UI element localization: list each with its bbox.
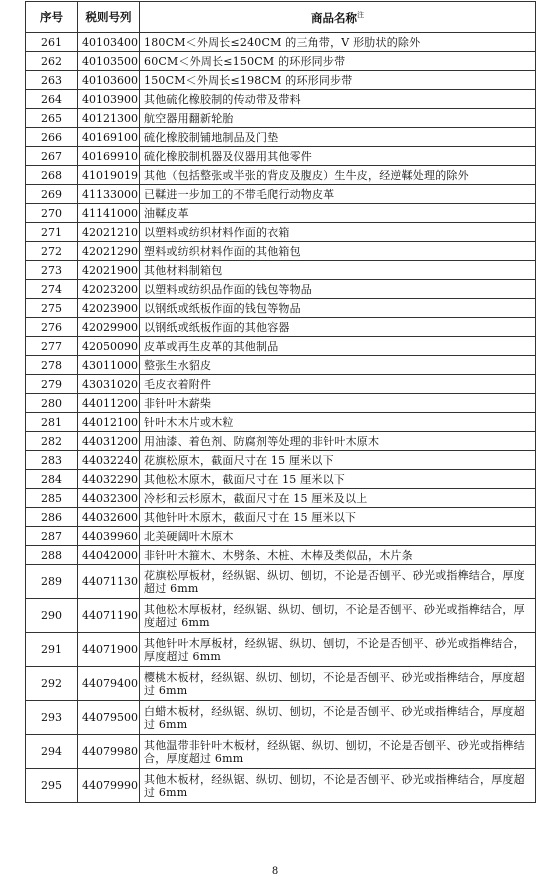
table-row (26, 318, 536, 337)
table-row (26, 242, 536, 261)
table-row (26, 128, 536, 147)
header-product-name-label: 商品名称 (311, 10, 357, 25)
cell-product-name: 其他针叶木厚板材，经纵锯、纵切、刨切，不论是否刨平、砂光或指榫结合，厚度超过 6mm (140, 633, 536, 667)
cell-product-name: 以塑料或纺织品作面的钱包等物品 (140, 280, 536, 299)
table-row (26, 33, 536, 52)
cell-tariff-code: 42023900 (78, 299, 140, 318)
cell-product-name: 其他温带非针叶木板材，经纵锯、纵切、刨切，不论是否刨平、砂光或指榫结合，厚度超过 6mm (140, 735, 536, 769)
cell-product-name: 其他硫化橡胶制的传动带及带料 (140, 90, 536, 109)
cell-product-name: 花旗松原木，截面尺寸在 15 厘米以下 (140, 451, 536, 470)
cell-product-name: 以塑料或纺织材料作面的衣箱 (140, 223, 536, 242)
table-row (26, 223, 536, 242)
cell-serial-number: 262 (26, 52, 78, 71)
cell-product-name: 其他木板材，经纵锯、纵切、刨切，不论是否刨平、砂光或指榫结合，厚度超过 6mm (140, 769, 536, 803)
table-row (26, 299, 536, 318)
cell-product-name: 60CM＜外周长≤150CM 的环形同步带 (140, 52, 536, 71)
cell-serial-number: 284 (26, 470, 78, 489)
cell-product-name: 硫化橡胶制铺地制品及门垫 (140, 128, 536, 147)
cell-product-name: 以钢纸或纸板作面的其他容器 (140, 318, 536, 337)
cell-tariff-code: 44079500 (78, 701, 140, 735)
cell-serial-number: 276 (26, 318, 78, 337)
cell-serial-number: 275 (26, 299, 78, 318)
table-row (26, 508, 536, 527)
table-row (26, 52, 536, 71)
table-row (26, 375, 536, 394)
cell-serial-number: 280 (26, 394, 78, 413)
cell-tariff-code: 44011200 (78, 394, 140, 413)
cell-serial-number: 264 (26, 90, 78, 109)
cell-serial-number: 261 (26, 33, 78, 52)
cell-serial-number: 294 (26, 735, 78, 769)
table-row (26, 413, 536, 432)
cell-tariff-code: 41019019 (78, 166, 140, 185)
cell-product-name: 樱桃木板材，经纵锯、纵切、刨切，不论是否刨平、砂光或指榫结合，厚度超过 6mm (140, 667, 536, 701)
cell-product-name: 180CM＜外周长≤240CM 的三角带，V 形肋状的除外 (140, 33, 536, 52)
cell-product-name: 航空器用翻新轮胎 (140, 109, 536, 128)
table-row (26, 280, 536, 299)
table-row (26, 204, 536, 223)
cell-tariff-code: 44012100 (78, 413, 140, 432)
cell-tariff-code: 41141000 (78, 204, 140, 223)
cell-product-name: 冷杉和云杉原木，截面尺寸在 15 厘米及以上 (140, 489, 536, 508)
cell-product-name: 毛皮衣着附件 (140, 375, 536, 394)
cell-tariff-code: 44032240 (78, 451, 140, 470)
table-row (26, 451, 536, 470)
cell-product-name: 非针叶木薪柴 (140, 394, 536, 413)
table-row (26, 769, 536, 803)
cell-tariff-code: 44032290 (78, 470, 140, 489)
table-row (26, 109, 536, 128)
cell-serial-number: 266 (26, 128, 78, 147)
cell-serial-number: 281 (26, 413, 78, 432)
cell-serial-number: 292 (26, 667, 78, 701)
header-product-name (140, 2, 536, 33)
table-row (26, 599, 536, 633)
cell-tariff-code: 44031200 (78, 432, 140, 451)
cell-serial-number: 269 (26, 185, 78, 204)
cell-tariff-code: 44032300 (78, 489, 140, 508)
table-body (26, 33, 536, 803)
cell-product-name: 皮革或再生皮革的其他制品 (140, 337, 536, 356)
table-row (26, 546, 536, 565)
page-number: 8 (271, 866, 279, 877)
cell-tariff-code: 44042000 (78, 546, 140, 565)
table-row (26, 71, 536, 90)
cell-serial-number: 272 (26, 242, 78, 261)
cell-tariff-code: 42023200 (78, 280, 140, 299)
table-row (26, 735, 536, 769)
cell-tariff-code: 40121300 (78, 109, 140, 128)
cell-tariff-code: 40103400 (78, 33, 140, 52)
cell-product-name: 其他材料制箱包 (140, 261, 536, 280)
table-row (26, 147, 536, 166)
cell-serial-number: 288 (26, 546, 78, 565)
cell-product-name: 以钢纸或纸板作面的钱包等物品 (140, 299, 536, 318)
table-row (26, 432, 536, 451)
cell-tariff-code: 40169910 (78, 147, 140, 166)
cell-product-name: 非针叶木箍木、木劈条、木桩、木棒及类似品，木片条 (140, 546, 536, 565)
tariff-table (25, 1, 536, 803)
table-row (26, 489, 536, 508)
cell-product-name: 其他松木原木，截面尺寸在 15 厘米以下 (140, 470, 536, 489)
cell-tariff-code: 44039960 (78, 527, 140, 546)
cell-serial-number: 291 (26, 633, 78, 667)
cell-tariff-code: 40103900 (78, 90, 140, 109)
table-row (26, 337, 536, 356)
table-row (26, 527, 536, 546)
header-tariff-code: 税则号列 (78, 2, 140, 33)
cell-serial-number: 278 (26, 356, 78, 375)
cell-tariff-code: 40103500 (78, 52, 140, 71)
cell-tariff-code: 40169100 (78, 128, 140, 147)
cell-tariff-code: 41133000 (78, 185, 140, 204)
table-row (26, 356, 536, 375)
cell-serial-number: 293 (26, 701, 78, 735)
cell-product-name: 针叶木木片或木粒 (140, 413, 536, 432)
cell-product-name: 硫化橡胶制机器及仪器用其他零件 (140, 147, 536, 166)
table-row (26, 261, 536, 280)
cell-serial-number: 265 (26, 109, 78, 128)
cell-product-name: 其他针叶木原木，截面尺寸在 15 厘米以下 (140, 508, 536, 527)
header-serial-number: 序号 (26, 2, 78, 33)
cell-product-name: 已鞣进一步加工的不带毛爬行动物皮革 (140, 185, 536, 204)
cell-tariff-code: 44079980 (78, 735, 140, 769)
cell-serial-number: 273 (26, 261, 78, 280)
cell-serial-number: 274 (26, 280, 78, 299)
cell-tariff-code: 42021290 (78, 242, 140, 261)
cell-serial-number: 277 (26, 337, 78, 356)
table-row (26, 394, 536, 413)
table-header-row (26, 2, 536, 33)
cell-tariff-code: 44079400 (78, 667, 140, 701)
cell-product-name: 油鞣皮革 (140, 204, 536, 223)
cell-serial-number: 270 (26, 204, 78, 223)
cell-serial-number: 295 (26, 769, 78, 803)
cell-product-name: 其他（包括整张或半张的背皮及腹皮）生牛皮，经逆鞣处理的除外 (140, 166, 536, 185)
cell-tariff-code: 42021210 (78, 223, 140, 242)
table-row (26, 185, 536, 204)
cell-tariff-code: 42029900 (78, 318, 140, 337)
table-row (26, 633, 536, 667)
table-row (26, 667, 536, 701)
cell-serial-number: 268 (26, 166, 78, 185)
cell-tariff-code: 43011000 (78, 356, 140, 375)
cell-serial-number: 290 (26, 599, 78, 633)
table-row (26, 90, 536, 109)
cell-tariff-code: 44071130 (78, 565, 140, 599)
cell-serial-number: 279 (26, 375, 78, 394)
cell-product-name: 整张生水貂皮 (140, 356, 536, 375)
table-row (26, 470, 536, 489)
cell-product-name: 塑料或纺织材料作面的其他箱包 (140, 242, 536, 261)
cell-product-name: 北美硬阔叶木原木 (140, 527, 536, 546)
cell-tariff-code: 44071190 (78, 599, 140, 633)
cell-tariff-code: 42050090 (78, 337, 140, 356)
header-note-marker: 注 (357, 11, 364, 20)
cell-tariff-code: 44032600 (78, 508, 140, 527)
cell-product-name: 其他松木厚板材，经纵锯、纵切、刨切，不论是否刨平、砂光或指榫结合，厚度超过 6mm (140, 599, 536, 633)
cell-serial-number: 286 (26, 508, 78, 527)
table-row (26, 565, 536, 599)
cell-tariff-code: 44071900 (78, 633, 140, 667)
cell-serial-number: 271 (26, 223, 78, 242)
cell-serial-number: 263 (26, 71, 78, 90)
cell-product-name: 花旗松厚板材，经纵锯、纵切、刨切，不论是否刨平、砂光或指榫结合，厚度超过 6mm (140, 565, 536, 599)
cell-serial-number: 285 (26, 489, 78, 508)
cell-tariff-code: 44079990 (78, 769, 140, 803)
table-row (26, 701, 536, 735)
cell-serial-number: 282 (26, 432, 78, 451)
cell-product-name: 150CM＜外周长≤198CM 的环形同步带 (140, 71, 536, 90)
cell-tariff-code: 42021900 (78, 261, 140, 280)
cell-tariff-code: 43031020 (78, 375, 140, 394)
cell-serial-number: 287 (26, 527, 78, 546)
cell-product-name: 用油漆、着色剂、防腐剂等处理的非针叶木原木 (140, 432, 536, 451)
cell-product-name: 白蜡木板材，经纵锯、纵切、刨切，不论是否刨平、砂光或指榫结合，厚度超过 6mm (140, 701, 536, 735)
cell-tariff-code: 40103600 (78, 71, 140, 90)
cell-serial-number: 267 (26, 147, 78, 166)
cell-serial-number: 289 (26, 565, 78, 599)
table-row (26, 166, 536, 185)
cell-serial-number: 283 (26, 451, 78, 470)
